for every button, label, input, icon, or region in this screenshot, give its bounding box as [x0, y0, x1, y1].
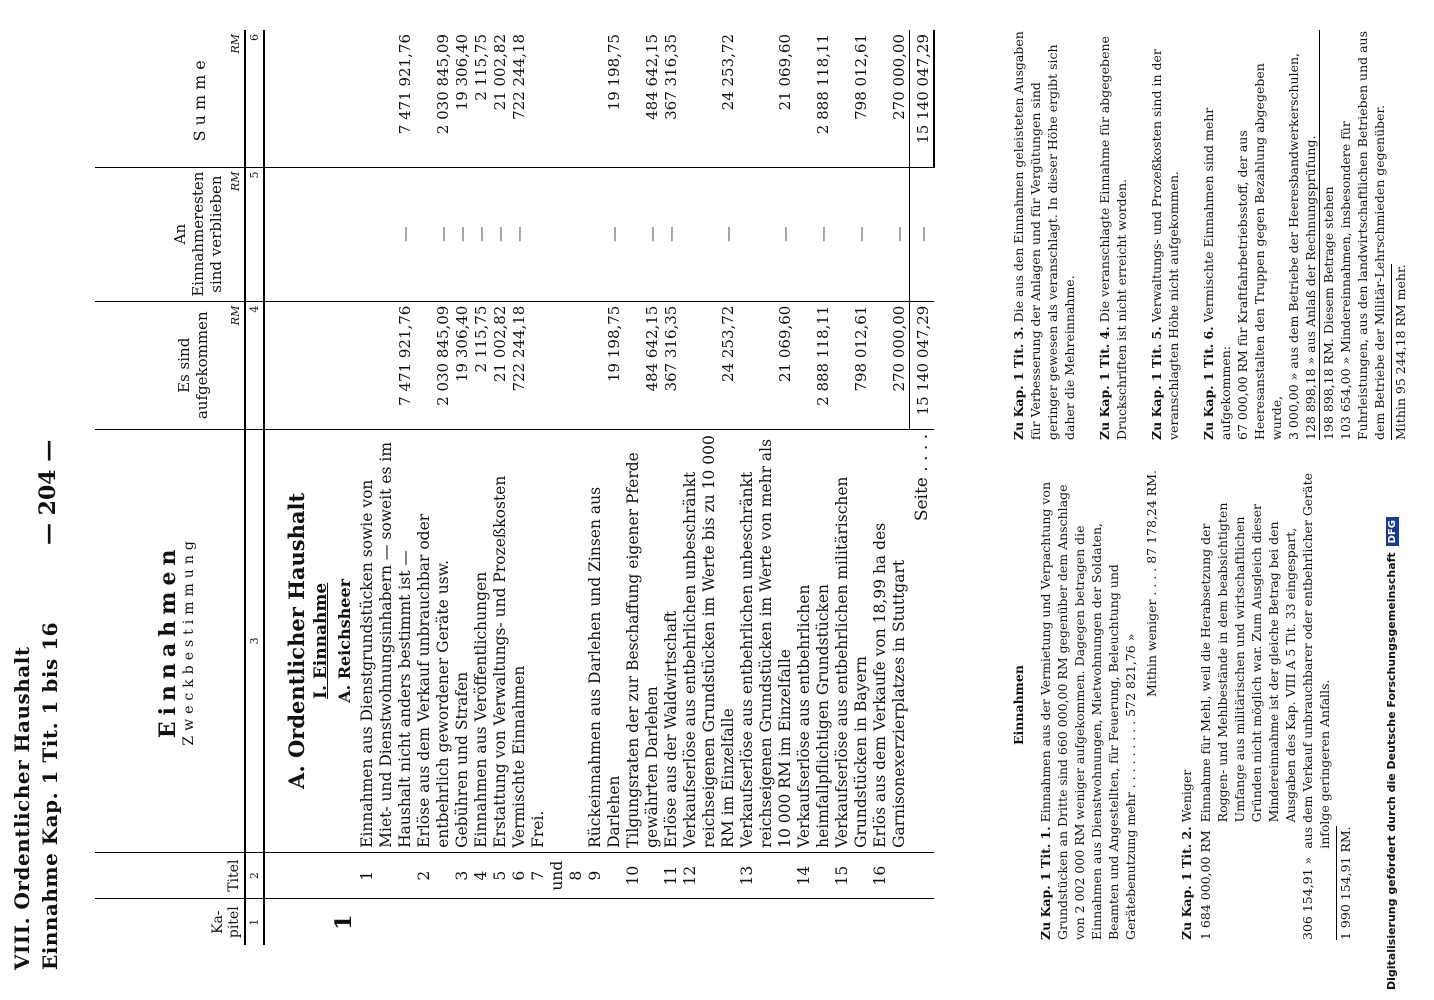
description-text: Vermischte Einnahmen: [510, 665, 528, 848]
description-text: Verkaufserlöse aus entbehrlichen unbeschränkt reichseigenen Grundstücken im Werte von mehr als 10 000 RM im Einzelfalle: [738, 438, 794, 848]
reste-cell: —: [491, 167, 510, 301]
reste-cell: —: [453, 167, 472, 301]
table-row: [472, 30, 491, 945]
description-cell: [453, 429, 472, 852]
header-line1: VIII. Ordentlicher Haushalt: [10, 646, 34, 970]
description-text: Erstattung von Verwaltungs- und Prozeßkosten: [491, 475, 509, 848]
summe-cell: 19 198,75: [605, 34, 623, 111]
description-text: Verkaufserlöse aus entbehrlichen heimfallpflichtigen Grundstücken: [795, 584, 832, 848]
description-text: Frei.: [529, 810, 547, 848]
kapitel-cell: [453, 899, 472, 945]
kapitel-cell: [624, 899, 662, 945]
titel-cell: 2: [415, 852, 453, 899]
titel-cell: 7 und 8: [529, 852, 586, 899]
description-cell: [833, 429, 871, 852]
kapitel-cell: [529, 899, 586, 945]
titel-cell: 1: [358, 852, 415, 899]
note-tit5: Zu Kap. 1 Tit. 5. Verwaltungs- und Prozeßkosten sind in der veranschlagten Höhe nicht aufgekommen.: [1149, 49, 1181, 440]
table-row: [358, 30, 415, 945]
note-tit3: Zu Kap. 1 Tit. 3. Die aus den Einnahmen geleisteten Ausgaben für Verbesserung der Anlagen und für Vergütungen sind geringer gewesen als veranschlagt. In dieser Höhe ergibt sich daher die Mehreinnahme.: [1011, 31, 1077, 440]
notes-area: [1010, 30, 1427, 940]
description-text: Einnahmen aus Dienstgrundstücken sowie von Miet- und Dienstwohnungsinhabern — soweit es im Haushalt nicht anders bestimmt ist —: [358, 441, 414, 848]
notes-heading: Einnahmen: [1011, 665, 1026, 745]
aufgekommen-cell: 24 253,72: [681, 301, 738, 429]
summe-cell: 2 888 118,11: [814, 34, 832, 135]
titel-cell: 10: [624, 852, 662, 899]
note-tit4: Zu Kap. 1 Tit. 4. Die veranschlagte Einnahme für abgegebene Druckschriften ist nicht erreicht worden.: [1097, 36, 1129, 440]
reste-cell: —: [738, 167, 795, 301]
reste-cell: —: [624, 167, 662, 301]
total-summe: 15 140 047,29: [909, 30, 934, 167]
summe-cell: 367 316,35: [662, 34, 680, 120]
table-row: [624, 30, 662, 945]
kapitel-cell: [510, 899, 529, 945]
description-text: Erlös aus dem Verkaufe von 18,99 ha des Garnisonexerzierplatzes in Stuttgart: [871, 522, 908, 848]
total-label: Seite . . . .: [909, 429, 934, 852]
titel-cell: 12: [681, 852, 738, 899]
titel-cell: 4: [472, 852, 491, 899]
kapitel-cell: [358, 899, 415, 945]
description-cell: [415, 429, 453, 852]
notes-right: [1010, 30, 1427, 440]
summe-cell: 484 642,15: [643, 34, 661, 120]
reste-cell: —: [833, 167, 871, 301]
colnum-5: 5: [245, 167, 264, 301]
colnum-1: 1: [245, 899, 264, 945]
description-cell: [662, 429, 681, 852]
description-text: Erlöse aus dem Verkauf unbrauchbar oder entbehrlich gewordener Geräte usw.: [415, 513, 452, 848]
table-row: [871, 30, 909, 945]
summe-cell: 2 030 845,09: [434, 34, 452, 135]
table-row: [586, 30, 624, 945]
table-row: [415, 30, 453, 945]
total-row: [909, 30, 934, 945]
aufgekommen-cell: 798 012,61: [833, 301, 871, 429]
aufgekommen-cell: 21 069,60: [738, 301, 795, 429]
summe-cell: 2 115,75: [472, 34, 490, 101]
dfg-logo: DFG: [1386, 517, 1399, 546]
col-titel: Titel: [95, 852, 245, 899]
description-cell: [491, 429, 510, 852]
section-a: A. Ordentlicher Haushalt: [284, 492, 309, 789]
description-text: Erlöse aus der Waldwirtschaft: [662, 610, 680, 848]
reste-cell: [529, 167, 586, 301]
description-cell: [795, 429, 833, 852]
kapitel-cell: [491, 899, 510, 945]
total-reste: —: [909, 167, 934, 301]
titel-cell: 13: [738, 852, 795, 899]
table-row: [795, 30, 833, 945]
description-text: Einnahmen aus Veröffentlichungen: [472, 571, 490, 848]
colnum-4: 4: [245, 301, 264, 429]
budget-table: [95, 30, 935, 945]
titel-cell: 11: [662, 852, 681, 899]
reste-cell: —: [871, 167, 909, 301]
table-row: [453, 30, 472, 945]
kapitel-cell: [681, 899, 738, 945]
kapitel-cell: [871, 899, 909, 945]
table-row: [529, 30, 586, 945]
col-summe: Summe RM: [95, 30, 245, 167]
colnum-6: 6: [245, 30, 264, 167]
aufgekommen-cell: 484 642,15: [624, 301, 662, 429]
section-reichsheer: A. Reichsheer: [335, 578, 354, 703]
titel-cell: 15: [833, 852, 871, 899]
titel-cell: 14: [795, 852, 833, 899]
description-text: Verkaufserlöse aus entbehrlichen militärischen Grundstücken in Bayern: [833, 476, 870, 848]
reste-cell: —: [415, 167, 453, 301]
description-cell: [681, 429, 738, 852]
kapitel-cell: [738, 899, 795, 945]
titel-cell: 9: [586, 852, 624, 899]
note-tit6: Zu Kap. 1 Tit. 6. Vermischte Einnahmen sind mehr aufgekommen: 67 000,00 RM für Kraftfahrbetriebsstoff, der aus Heeresanstalten den Truppen gegen Bezahlung abgegeben wurde, 3 000,00 » aus dem Betriebe der Heeresbandwerkerschulen, 128 898,18 » aus Anlaß der Rechnungsprüfung. 198 898,18 RM. Diesem Betrage stehen 103 654,00 » Mindereinnahmen, insbesondere für Fuhrleistungen, aus den landwirtschaftlichen Betrieben und aus dem Betriebe der Militär-Lehrschmieden gegenüber. Mithin 95 244,18 RM mehr.: [1201, 30, 1408, 440]
description-text: Rückeinnahmen aus Darlehen und Zinsen aus Darlehen: [586, 486, 623, 848]
titel-cell: 3: [453, 852, 472, 899]
summe-cell: 7 471 921,76: [396, 34, 414, 135]
kapitel-cell: [415, 899, 453, 945]
summe-cell: 722 244,18: [510, 34, 528, 120]
aufgekommen-cell: 2 888 118,11: [795, 301, 833, 429]
reste-cell: —: [472, 167, 491, 301]
header-line2: Einnahme Kap. 1 Tit. 1 bis 16: [38, 621, 62, 970]
summe-cell: 270 000,00: [889, 34, 908, 120]
reste-cell: —: [358, 167, 415, 301]
aufgekommen-cell: [529, 301, 586, 429]
note-tit1: Zu Kap. 1 Tit. 1. Einnahmen aus der Vermietung und Verpachtung von Grundstücken an Dritte sind 660 000,00 RM gegenüber dem Anschlage von 2 002 000 RM weniger aufgekommen. Dagegen betragen die Einnahmen aus Dienstwohnungen, Mietwohnungen der Soldaten, Beamten und Angestellten, für Feuerung, Beleuchtung und Gerätebenutzung mehr . . . . . . . . . 572 821,76 » Mithin weniger . . . . 87 178,24 RM.: [1038, 470, 1159, 940]
col-reste: An Einnahmeresten sind verblieben RM: [95, 167, 245, 301]
kapitel-cell: [662, 899, 681, 945]
summe-cell: 24 253,72: [719, 34, 737, 111]
description-cell: [624, 429, 662, 852]
kapitel-number: 1: [264, 899, 358, 945]
description-cell: [529, 429, 586, 852]
description-cell: [586, 429, 624, 852]
col-kapitel: Ka- pitel: [95, 899, 245, 945]
reste-cell: —: [586, 167, 624, 301]
digitization-credit: Digitalisierung gefördert durch die Deutsche ForschungsgemeinschaftDFG: [1385, 517, 1399, 990]
description-cell: [358, 429, 415, 852]
aufgekommen-cell: 2 115,75: [472, 301, 491, 429]
aufgekommen-cell: 19 306,40: [453, 301, 472, 429]
reste-cell: —: [662, 167, 681, 301]
section-i: I. Einnahme: [311, 582, 331, 699]
reste-cell: —: [795, 167, 833, 301]
summe-cell: 21 069,60: [776, 34, 794, 111]
note-tit2: Zu Kap. 1 Tit. 2. Weniger 1 684 000,00 RM Einnahme für Mehl, weil die Herabsetzung der Roggen- und Mehlbestände in dem beabsichtigten Umfange aus militärischen und wirtschaftlichen Gründen nicht möglich war. Zum Ausgleich dieser Mindereinnahme ist der gleiche Betrag bei den Ausgaben des Kap. VIII A 5 Tit. 33 eingespart, 306 154,91 » aus dem Verkauf unbrauchbarer oder entbehrlicher Geräte infolge geringeren Anfalls. 1 990 154,91 RM.: [1179, 472, 1353, 940]
description-cell: [510, 429, 529, 852]
titel-cell: 16: [871, 852, 909, 899]
table-row: [510, 30, 529, 945]
aufgekommen-cell: 722 244,18: [510, 301, 529, 429]
col-einnahmen: Einnahmen Zweckbestimmung: [95, 429, 245, 852]
summe-cell: 798 012,61: [852, 34, 870, 120]
reste-cell: —: [681, 167, 738, 301]
kapitel-cell: [472, 899, 491, 945]
total-aufgekommen: 15 140 047,29: [909, 301, 934, 429]
aufgekommen-cell: 21 002,82: [491, 301, 510, 429]
description-text: Tilgungsraten der zur Beschaffung eigener Pferde gewährten Darlehen: [624, 452, 661, 848]
titel-cell: 6: [510, 852, 529, 899]
aufgekommen-cell: 270 000,00: [871, 301, 909, 429]
aufgekommen-cell: 367 316,35: [662, 301, 681, 429]
colnum-3: 3: [245, 429, 264, 852]
kapitel-cell: [795, 899, 833, 945]
page-number: — 204 —: [35, 439, 61, 545]
kapitel-cell: [586, 899, 624, 945]
table-row: [681, 30, 738, 945]
table-row: [662, 30, 681, 945]
notes-left: [1010, 470, 1427, 940]
summe-cell: 21 002,82: [491, 34, 509, 111]
description-cell: [871, 429, 909, 852]
description-text: Verkaufserlöse aus entbehrlichen unbeschränkt reichseigenen Grundstücken im Werte bis zu 10 000 RM im Einzelfalle: [681, 435, 737, 848]
description-cell: [472, 429, 491, 852]
reste-cell: —: [510, 167, 529, 301]
table-row: [491, 30, 510, 945]
summe-cell: 19 306,40: [453, 34, 471, 111]
description-text: Gebühren und Strafen: [453, 671, 471, 848]
table-row: [833, 30, 871, 945]
table-row: [738, 30, 795, 945]
description-cell: [738, 429, 795, 852]
col-aufgekommen: Es sind aufgekommen RM: [95, 301, 245, 429]
colnum-2: 2: [245, 852, 264, 899]
kapitel-cell: [833, 899, 871, 945]
summe-cell: [529, 30, 586, 167]
aufgekommen-cell: 19 198,75: [586, 301, 624, 429]
titel-cell: 5: [491, 852, 510, 899]
aufgekommen-cell: 7 471 921,76: [358, 301, 415, 429]
aufgekommen-cell: 2 030 845,09: [415, 301, 453, 429]
